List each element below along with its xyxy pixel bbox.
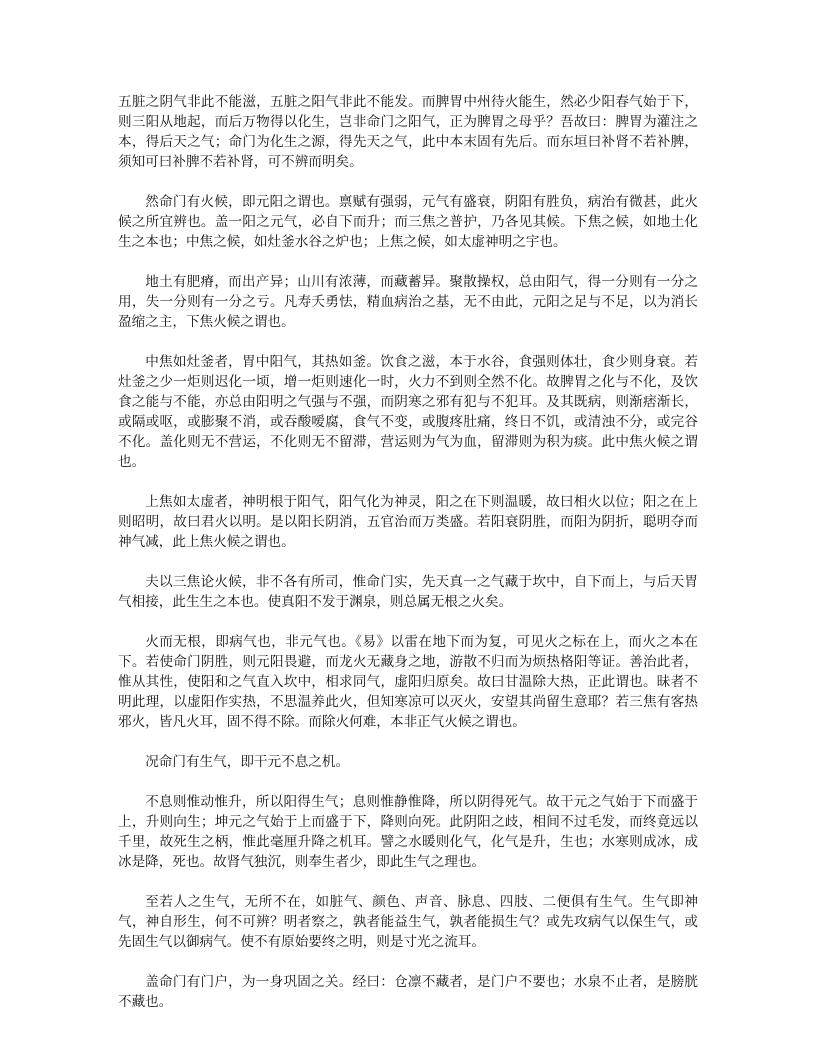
paragraph-2: 然命门有火候，即元阳之谓也。禀赋有强弱，元气有盛衰，阴阳有胜负，病治有微甚，此火候之所宜辨也。盖一阳之元气，必自下而升；而三焦之普护，乃各见其候。下焦之候，如地土化生之本也；中焦之候，如灶釜水谷之炉也；上焦之候，如太虚神明之宇也。 bbox=[118, 194, 698, 250]
paragraph-7: 火而无根，即病气也，非元气也。《易》以雷在地下而为复，可见火之标在上，而火之本在下。若使命门阴胜，则元阳畏避，而龙火无藏身之地，游散不归而为烦热格阳等证。善治此者，惟从其性，使阳和之气直入坎中，相求同气，虚阳归原矣。故曰甘温除大热，正此谓也。昧者不明此理，以虚阳作实热，不思温养此火，但知寒凉可以灭火，安望其尚留生意耶？若三焦有客热邪火，皆凡火耳，固不得不除。而除火何难，本非正气火候之谓也。 bbox=[118, 634, 698, 730]
paragraph-10: 至若人之生气，无所不在，如脏气、颜色、声音、脉息、四肢、二便俱有生气。生气即神气，神自形生，何不可辨？明者察之，孰者能益生气，孰者能损生气？或先攻病气以保生气，或先固生气以御病气。使不有原始要终之明，则是寸光之流耳。 bbox=[118, 894, 698, 950]
paragraph-8: 况命门有生气，即干元不息之机。 bbox=[145, 754, 350, 770]
paragraph-5: 上焦如太虚者，神明根于阳气，阳气化为神灵，阳之在下则温暖，故曰相火以位；阳之在上则昭明，故曰君火以明。是以阳长阴消，五官治而万类盛。若阳衰阴胜，而阳为阴折，聪明夺而神气减，此上焦火候之谓也。 bbox=[118, 494, 698, 550]
paragraph-1: 五脏之阴气非此不能滋，五脏之阳气非此不能发。而脾胃中州待火能生，然必少阳春气始于下，则三阳从地起，而后万物得以化生，岂非命门之阳气，正为脾胃之母乎？吾故曰：脾胃为灌注之本，得后天之气；命门为化生之源，得先天之气，此中本末固有先后。而东垣曰补肾不若补脾，须知可曰补脾不若补肾，可不辨而明矣。 bbox=[118, 94, 698, 170]
paragraph-9: 不息则惟动惟升，所以阳得生气；息则惟静惟降，所以阴得死气。故干元之气始于下而盛于上，升则向生；坤元之气始于上而盛于下，降则向死。此阴阳之歧，相间不过毛发，而终竟远以千里，故死生之柄，惟此毫厘升降之机耳。譬之水暖则化气，化气是升，生也；水寒则成冰，成冰是降，死也。故肾气独沉，则奉生者少，即此生气之理也。 bbox=[118, 794, 698, 870]
paragraph-6: 夫以三焦论火候，非不各有所司，惟命门实，先天真一之气藏于坎中，自下而上，与后天胃气相接，此生生之本也。使真阳不发于渊泉，则总属无根之火矣。 bbox=[118, 574, 698, 610]
paragraph-11: 盖命门有门户，为一身巩固之关。经曰：仓凛不藏者，是门户不要也；水泉不止者，是膀胱不藏也。 bbox=[118, 974, 698, 1010]
paragraph-4: 中焦如灶釜者，胃中阳气，其热如釜。饮食之滋，本于水谷，食强则体壮，食少则身衰。若灶釜之少一炬则迟化一顷，增一炬则速化一时，火力不到则全然不化。故脾胃之化与不化，及饮食之能与不能，亦总由阳明之气强与不强，而阴寒之邪有犯与不犯耳。及其既病，则渐痞渐长，或隔或呕，或膨聚不消，或吞酸嗳腐，食气不变，或腹疼肚痛，终日不饥，或清浊不分，或完谷不化。盖化则无不营运，不化则无不留滞，营运则为气为血，留滞则为积为痰。此中焦火候之谓也。 bbox=[118, 354, 698, 470]
paragraph-3: 地土有肥瘠，而出产异；山川有浓薄，而藏蓄异。聚散操权，总由阳气，得一分则有一分之用，失一分则有一分之亏。凡寿夭勇怯，精血病治之基，无不由此，元阳之足与不足，以为消长盈缩之主，下焦火候之谓也。 bbox=[118, 274, 698, 330]
document-page bbox=[118, 92, 698, 1032]
